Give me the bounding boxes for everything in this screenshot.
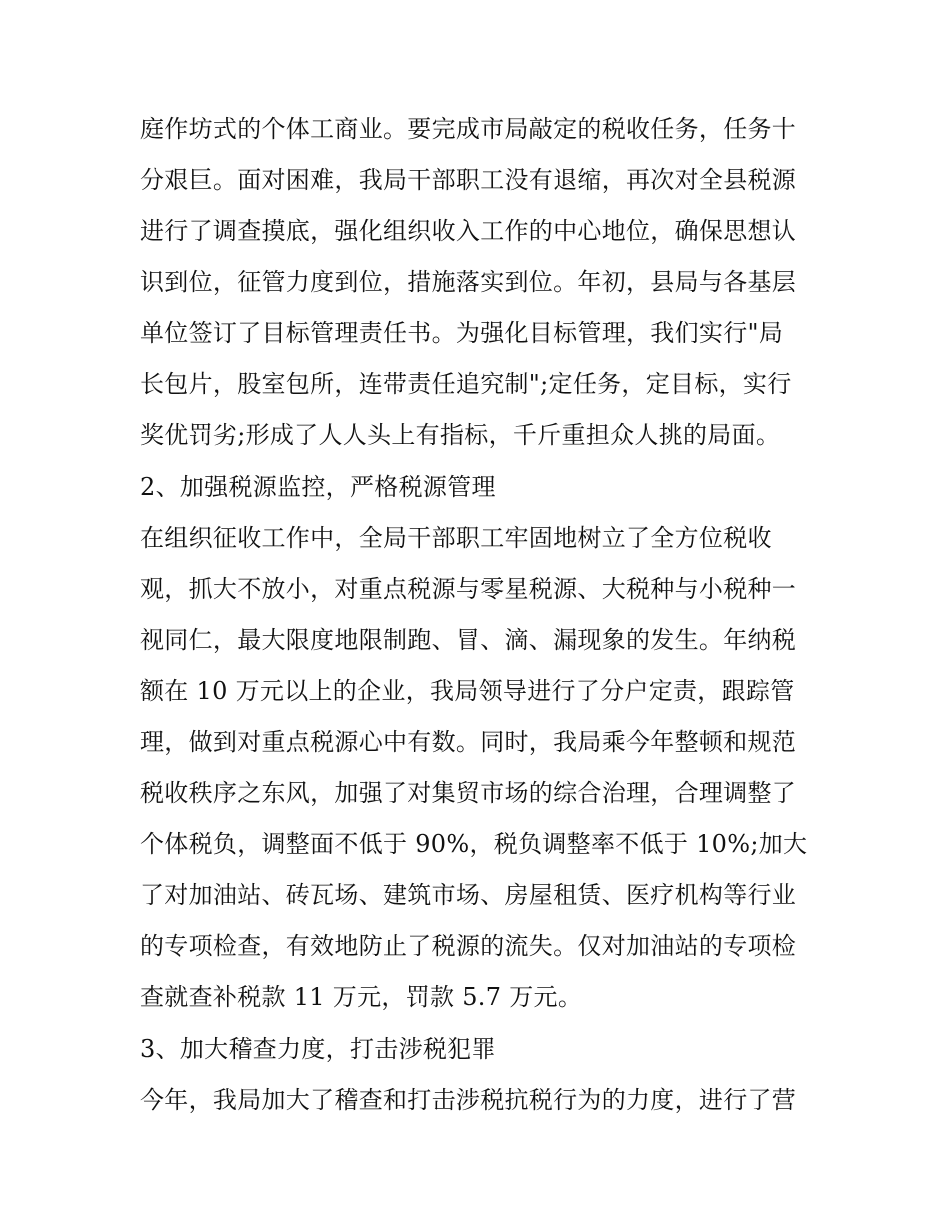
text-line: 奖优罚劣;形成了人人头上有指标，千斤重担众人挑的局面。 bbox=[140, 421, 781, 449]
text-line: 识到位，征管力度到位，措施落实到位。年初，县局与各基层 bbox=[140, 268, 797, 296]
text-line: 分艰巨。面对困难，我局干部职工没有退缩，再次对全县税源 bbox=[140, 166, 797, 194]
section-heading: 2、加强税源监控，严格税源管理 bbox=[140, 473, 496, 501]
text-line: 观，抓大不放小，对重点税源与零星税源、大税种与小税种一 bbox=[140, 575, 797, 603]
text-line: 的专项检查，有效地防止了税源的流失。仅对加油站的专项检 bbox=[140, 932, 797, 960]
text-line: 在组织征收工作中，全局干部职工牢固地树立了全方位税收 bbox=[140, 524, 772, 552]
section-heading: 3、加大稽查力度，打击涉税犯罪 bbox=[140, 1035, 496, 1063]
text-line: 视同仁，最大限度地限制跑、冒、滴、漏现象的发生。年纳税 bbox=[140, 626, 797, 654]
text-line: 庭作坊式的个体工商业。要完成市局敲定的税收任务，任务十 bbox=[140, 115, 797, 143]
text-line: 个体税负，调整面不低于 90%，税负调整率不低于 10%;加大 bbox=[140, 830, 808, 858]
document-body bbox=[140, 104, 816, 1126]
text-line: 额在 10 万元以上的企业，我局领导进行了分户定责，跟踪管 bbox=[140, 677, 795, 705]
text-line: 理，做到对重点税源心中有数。同时，我局乘今年整顿和规范 bbox=[140, 728, 797, 756]
text-line: 税收秩序之东风，加强了对集贸市场的综合治理，合理调整了 bbox=[140, 779, 797, 807]
text-line: 长包片，股室包所，连带责任追究制";定任务，定目标，实行 bbox=[140, 370, 792, 398]
text-line: 了对加油站、砖瓦场、建筑市场、房屋租赁、医疗机构等行业 bbox=[140, 881, 797, 909]
text-line: 单位签订了目标管理责任书。为强化目标管理，我们实行"局 bbox=[140, 319, 784, 347]
text-line: 今年，我局加大了稽查和打击涉税抗税行为的力度，进行了营 bbox=[140, 1086, 797, 1114]
text-line: 查就查补税款 11 万元，罚款 5.7 万元。 bbox=[140, 983, 583, 1011]
text-line: 进行了调查摸底，强化组织收入工作的中心地位，确保思想认 bbox=[140, 217, 797, 245]
